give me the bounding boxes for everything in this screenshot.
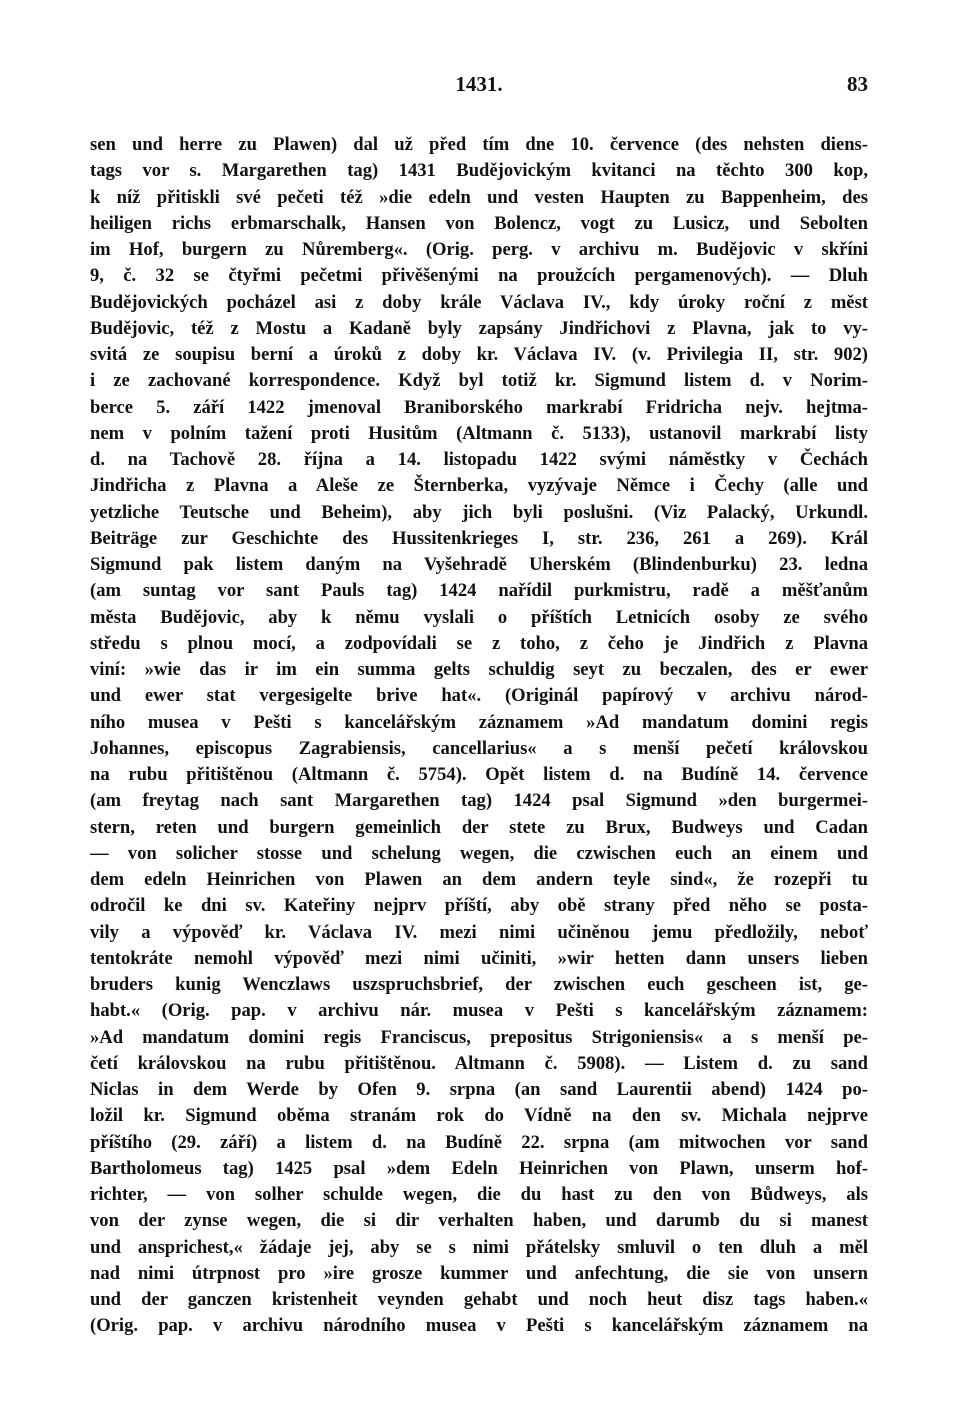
- text-line: Bartholomeus tag) 1425 psal »dem Edeln Heinrichen von Plawn, unserm hof-: [90, 1157, 868, 1179]
- text-line: yetzliche Teutsche und Beheim), aby jich byli poslušni. (Viz Palacký, Urkundl.: [90, 501, 868, 523]
- text-line: na rubu přitištěnou (Altmann č. 5754). Opět listem d. na Budíně 14. července: [90, 764, 868, 785]
- text-line: ního musea v Pešti s kancelářským záznamem »Ad mandatum domini regis: [90, 711, 868, 733]
- text-line: středu s plnou mocí, a zodpovídali se z toho, z čeho je Jindřich z Plavna: [90, 632, 868, 654]
- body-text: [90, 132, 868, 1340]
- text-line: četí královskou na rubu přitištěnou. Altmann č. 5908). — Listem d. zu sand: [90, 1052, 868, 1074]
- text-line: Sigmund pak listem daným na Vyšehradě Uherském (Blindenburku) 23. ledna: [90, 554, 868, 575]
- text-line: Niclas in dem Werde by Ofen 9. srpna (an sand Laurentii abend) 1424 po-: [90, 1079, 868, 1100]
- text-line: příštího (29. září) a listem d. na Budíně 22. srpna (am mitwochen vor sand: [90, 1131, 868, 1153]
- text-line: Jindřicha z Plavna a Aleše ze Šternberka, vyzývaje Němce i Čechy (alle und: [90, 475, 868, 497]
- text-line: im Hof, burgern zu Nůremberg«. (Orig. perg. v archivu m. Budějovic v skříni: [90, 239, 868, 260]
- text-line: k níž přitiskli své pečeti též »die edeln und vesten Haupten zu Bappenheim, des: [90, 186, 868, 208]
- text-line: — von solicher stosse und schelung wegen, die czwischen euch an einem und: [90, 842, 868, 864]
- text-line: d. na Tachově 28. října a 14. listopadu 1422 svými náměstky v Čechách: [90, 449, 868, 470]
- text-line: richter, — von solher schulde wegen, die du hast zu den von Bůdweys, als: [90, 1184, 868, 1205]
- text-line: odročil ke dni sv. Kateřiny nejprv příští, aby obě strany před něho se posta-: [90, 895, 868, 917]
- running-head: [90, 72, 868, 102]
- text-line: 9, č. 32 se čtyřmi pečetmi přivěšenými na proužcích pergamenových). — Dluh: [90, 265, 868, 287]
- text-line: berce 5. září 1422 jmenoval Braniborského markrabí Fridricha nejv. hejtma-: [90, 396, 868, 418]
- text-line: »Ad mandatum domini regis Franciscus, prepositus Strigoniensis« a s menší pe-: [90, 1026, 868, 1048]
- text-line: viní: »wie das ir im ein summa gelts schuldig seyt zu beczalen, des er ewer: [90, 659, 868, 680]
- text-line: (am freytag nach sant Margarethen tag) 1424 psal Sigmund »den burgermei-: [90, 790, 868, 812]
- text-line: nad nimi útrpnost pro »ire grosze kummer und anfechtung, die sie von unsern: [90, 1262, 868, 1284]
- text-line: Beiträge zur Geschichte des Hussitenkrieges I, str. 236, 261 a 269). Král: [90, 527, 868, 549]
- running-head-year: 1431.: [455, 72, 503, 96]
- text-line: und ewer stat vergesigelte brive hat«. (Originál papírový v archivu národ-: [90, 685, 868, 707]
- text-line: tags vor s. Margarethen tag) 1431 Budějovickým kvitanci na těchto 300 kop,: [90, 160, 868, 182]
- text-line: Budějovických pocházel asi z doby krále Václava IV., kdy úroky roční z měst: [90, 291, 868, 313]
- text-line: ložil kr. Sigmund oběma stranám rok do Vídně na den sv. Michala nejprve: [90, 1105, 868, 1127]
- text-line: heiligen richs erbmarschalk, Hansen von Bolencz, vogt zu Lusicz, und Sebolten: [90, 212, 868, 234]
- text-line: und ansprichest,« žádaje jej, aby se s nimi přátelsky smluvil o ten dluh a měl: [90, 1236, 868, 1258]
- text-line: habt.« (Orig. pap. v archivu nár. musea v Pešti s kancelářským záznamem:: [90, 1000, 868, 1022]
- text-line: nem v polním tažení proti Husitům (Altmann č. 5133), ustanovil markrabí listy: [90, 422, 868, 444]
- page-number: 83: [847, 72, 868, 96]
- text-line: bruders kunig Wenczlaws uszspruchsbrief, der zwischen euch gescheen ist, ge-: [90, 974, 868, 995]
- text-line: dem edeln Heinrichen von Plawen an dem andern teyle sind«, že rozepři tu: [90, 869, 868, 890]
- text-line: tentokráte nemohl výpověď mezi nimi učiniti, »wir hetten dann unsers lieben: [90, 947, 868, 969]
- text-line: Johannes, episcopus Zagrabiensis, cancellarius« a s menší pečetí královskou: [90, 737, 868, 759]
- text-line: stern, reten und burgern gemeinlich der stete zu Brux, Budweys und Cadan: [90, 816, 868, 838]
- text-line: von der zynse wegen, die si dir verhalten haben, und darumb du si manest: [90, 1210, 868, 1232]
- text-line: (am suntag vor sant Pauls tag) 1424 nařídil purkmistru, radě a měšťanům: [90, 580, 868, 602]
- text-line: svitá ze soupisu berní a úroků z doby kr. Václava IV. (v. Privilegia II, str. 902): [90, 344, 868, 365]
- text-line: (Orig. pap. v archivu národního musea v Pešti s kancelářským záznamem na: [90, 1315, 868, 1337]
- text-line: Budějovic, též z Mostu a Kadaně byly zapsány Jindřichovi z Plavna, jak to vy-: [90, 317, 868, 339]
- text-line: města Budějovic, aby k němu vyslali o příštích Letnicích osoby ze svého: [90, 606, 868, 628]
- text-line: vily a výpověď kr. Václava IV. mezi nimi učiněnou jemu předložily, neboť: [90, 921, 868, 943]
- text-line: sen und herre zu Plawen) dal už před tím dne 10. července (des nehsten diens-: [90, 134, 868, 155]
- text-line: i ze zachované korrespondence. Když byl totiž kr. Sigmund listem d. v Norim-: [90, 370, 868, 392]
- text-line: und der ganczen kristenheit veynden gehabt und noch heut disz tags haben.«: [90, 1289, 868, 1310]
